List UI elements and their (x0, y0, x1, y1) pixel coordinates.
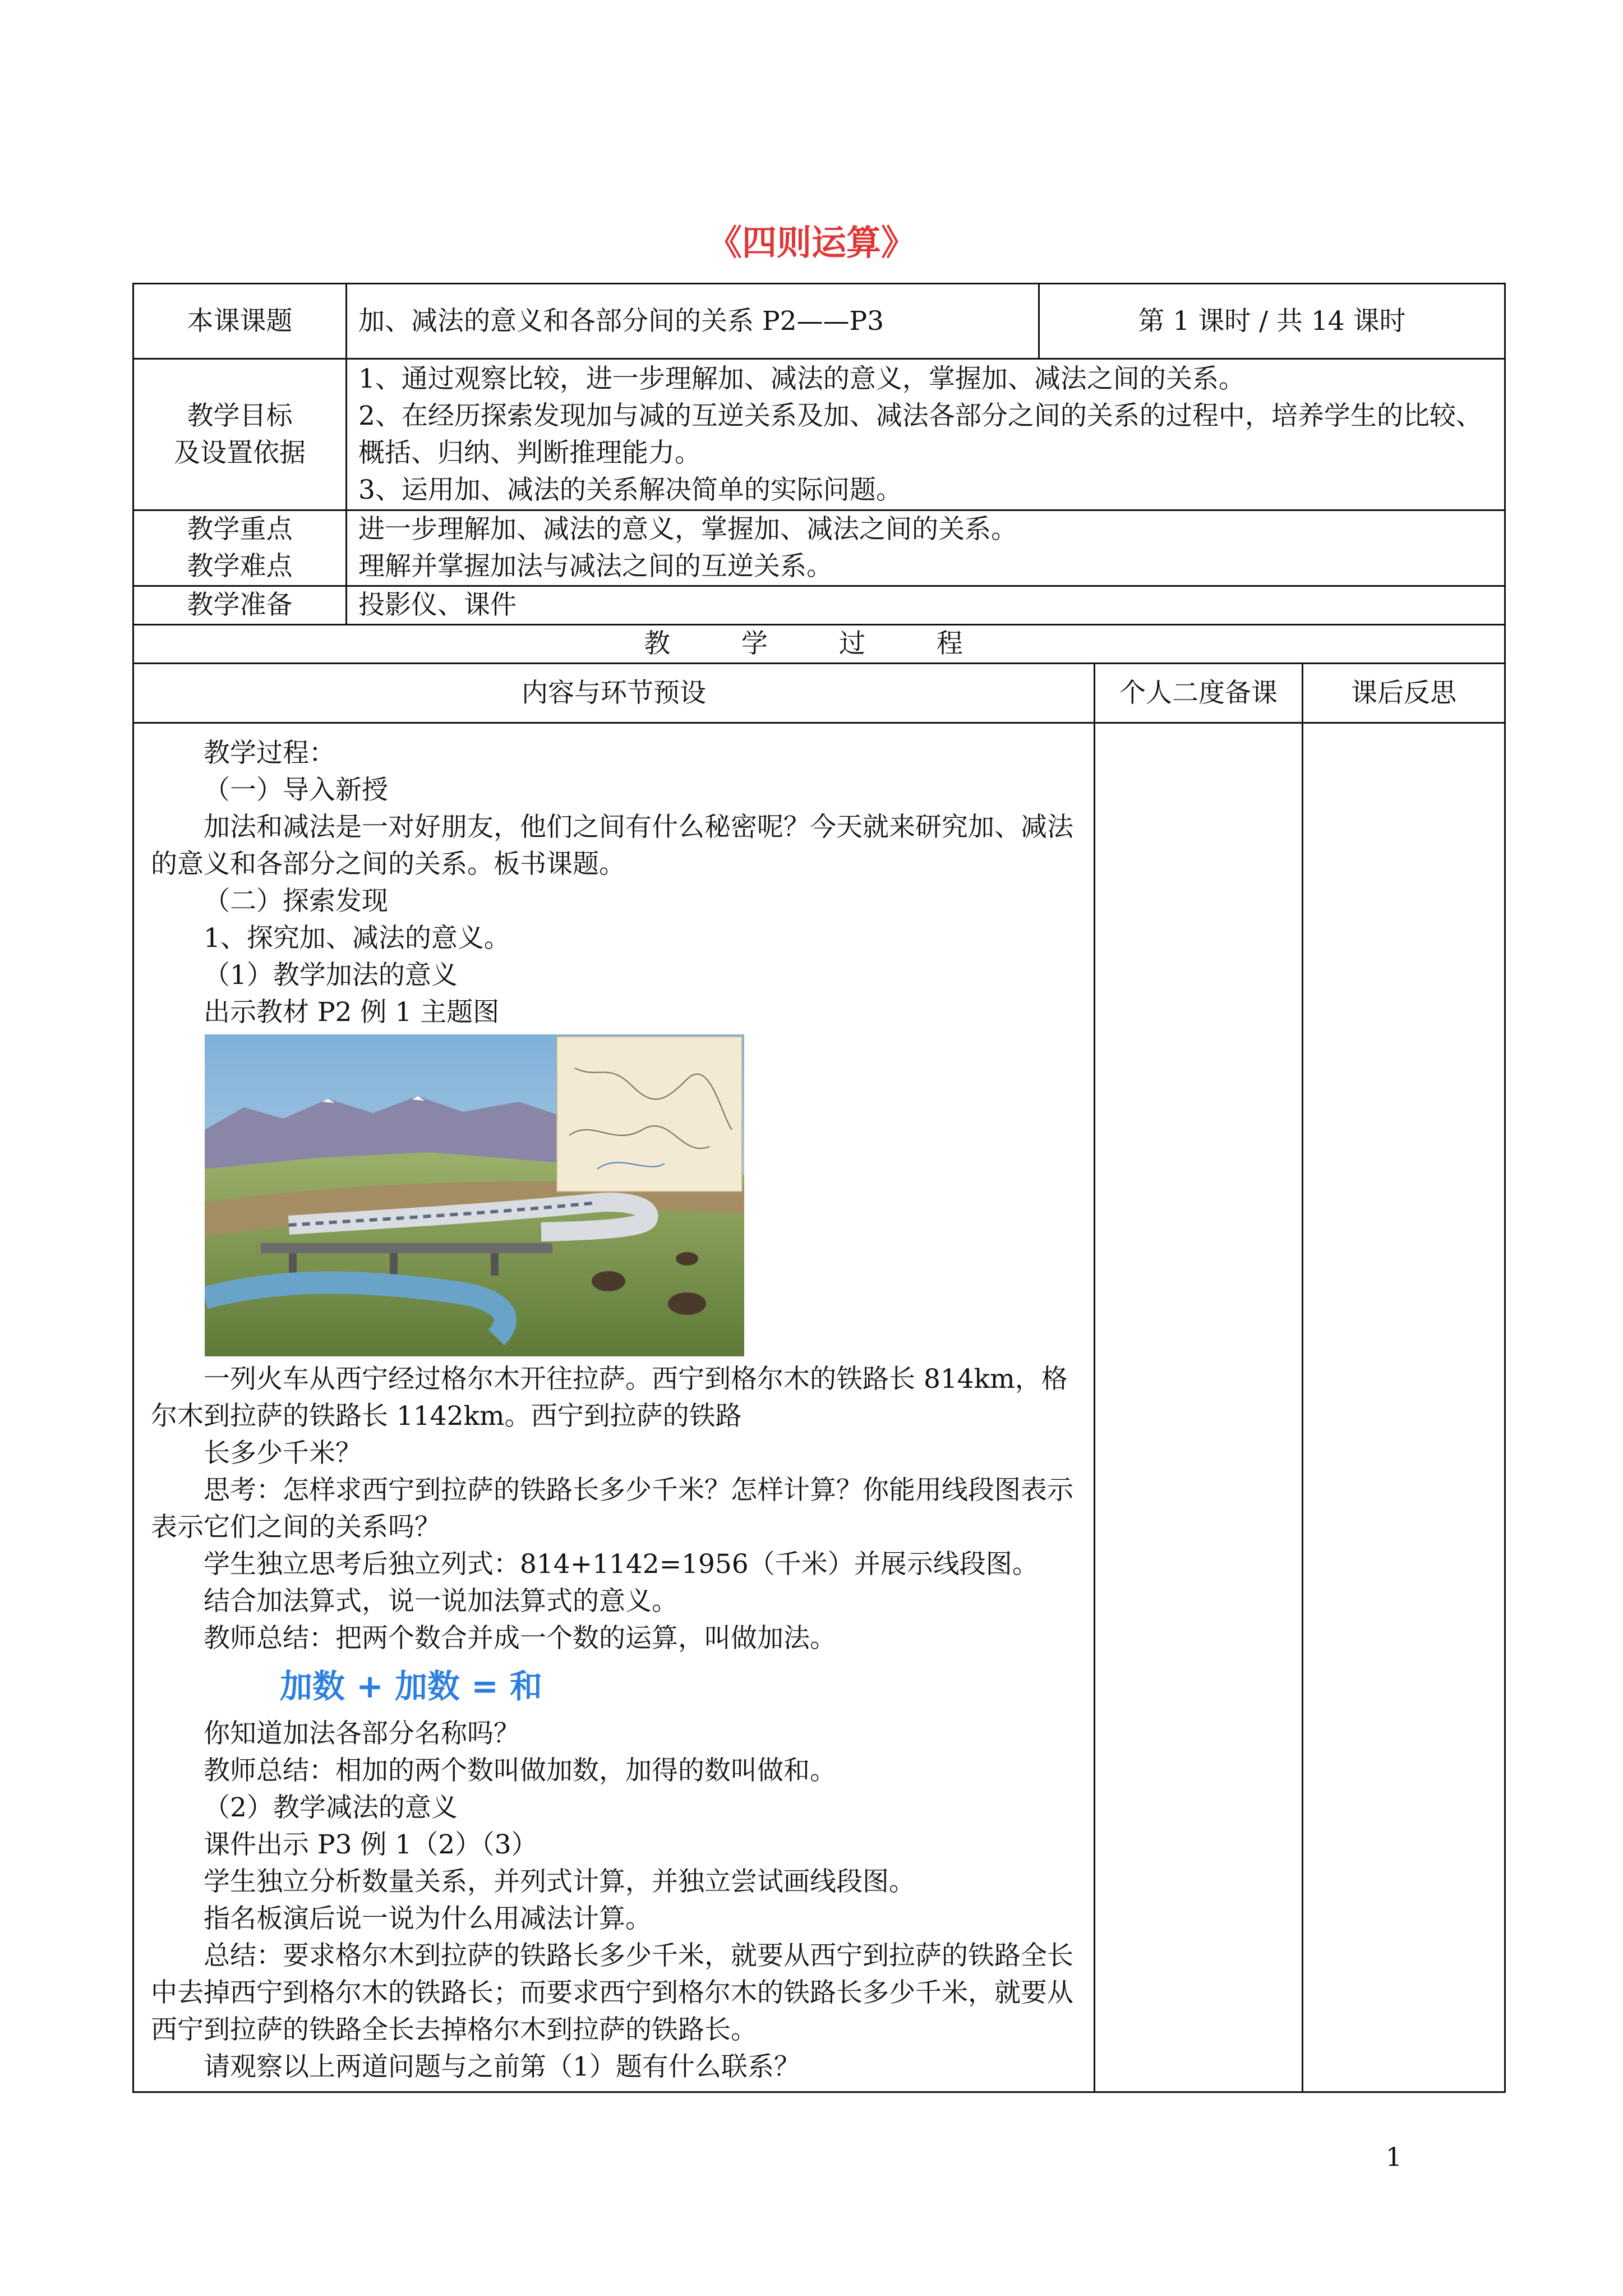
column-reflection-header: 课后反思 (1303, 664, 1505, 723)
yak (676, 1252, 698, 1266)
difficult-point-text: 理解并掌握加法与减法之间的互逆关系。 (358, 551, 833, 582)
paragraph: 学生独立思考后独立列式：814+1142=1956（千米）并展示线段图。 (204, 1549, 1039, 1580)
paragraph: （一）导入新授 (204, 775, 388, 806)
paragraph: 1、探究加、减法的意义。 (204, 923, 510, 954)
key-points-row (133, 510, 1505, 586)
paragraph: 结合加法算式，说一说加法算式的意义。 (204, 1586, 678, 1617)
topic-label: 本课课题 (133, 284, 347, 359)
goals-label (133, 359, 347, 510)
bridge-pier (289, 1253, 297, 1276)
process-header: 教 学 过 程 (133, 625, 1505, 664)
column-personal-header: 个人二度备课 (1095, 664, 1303, 723)
train-illustration (205, 1034, 744, 1356)
reflection-cell (1303, 723, 1505, 2092)
personal-notes-cell (1095, 723, 1303, 2092)
process-content (133, 723, 1095, 2092)
key-point-text: 进一步理解加、减法的意义，掌握加、减法之间的关系。 (358, 514, 1017, 545)
paragraph: （二）探索发现 (204, 886, 388, 917)
paragraph: 总结：要求格尔木到拉萨的铁路长多少千米，就要从西宁到拉萨的铁路全长中去掉西宁到格尔木的铁路长；而要求西宁到格尔木的铁路长多少千米，就要从西宁到拉萨的铁路全长去掉格尔木到拉萨的铁路长。 (151, 1940, 1073, 2045)
page-number: 1 (1385, 2142, 1402, 2172)
paragraph: 学生独立分析数量关系，并列式计算，并独立尝试画线段图。 (204, 1866, 915, 1897)
goals-label-line1: 教学目标 (187, 400, 293, 431)
process-header-row (133, 625, 1505, 664)
goal-item: 2、在经历探索发现加与减的互逆关系及加、减法各部分之间的关系的过程中，培养学生的比较、概括、归纳、判断推理能力。 (358, 400, 1482, 468)
goal-item: 3、运用加、减法的关系解决简单的实际问题。 (358, 474, 902, 505)
paragraph: 你知道加法各部分名称吗？ (204, 1718, 520, 1749)
map-inset (557, 1037, 742, 1191)
paragraph: （1）教学加法的意义 (204, 960, 458, 991)
paragraph: 长多少千米？ (204, 1438, 362, 1469)
bridge-deck (261, 1243, 552, 1253)
goals-row (133, 359, 1505, 510)
paragraph: 指名板演后说一说为什么用减法计算。 (204, 1903, 652, 1934)
preparation-row (133, 586, 1505, 625)
topic-row (133, 284, 1505, 359)
paragraph: 教师总结：相加的两个数叫做加数，加得的数叫做和。 (204, 1755, 836, 1786)
paragraph: 加法和减法是一对好朋友，他们之间有什么秘密呢？今天就来研究加、减法的意义和各部分之间的关系。板书课题。 (151, 812, 1073, 880)
addition-formula: 加数 + 加数 = 和 (280, 1667, 542, 1705)
goals-label-line2: 及设置依据 (174, 437, 306, 468)
column-content-header: 内容与环节预设 (133, 664, 1095, 723)
process-row (133, 723, 1505, 2092)
lesson-plan-table (132, 283, 1506, 2093)
paragraph: 请观察以上两道问题与之前第（1）题有什么联系？ (204, 2051, 800, 2082)
goals-content (347, 359, 1505, 510)
columns-row (133, 664, 1505, 723)
paragraph: 出示教材 P2 例 1 主题图 (204, 997, 500, 1028)
key-points-label (133, 510, 347, 586)
yak (668, 1292, 706, 1315)
topic-value: 加、减法的意义和各部分间的关系 P2——P3 (347, 284, 1039, 359)
yak (592, 1271, 625, 1291)
paragraph: （2）教学减法的意义 (204, 1792, 458, 1823)
bridge-pier (491, 1253, 499, 1276)
paragraph: 一列火车从西宁经过格尔木开往拉萨。西宁到格尔木的铁路长 814km，格尔木到拉萨的铁路长 1142km。西宁到拉萨的铁路 (151, 1364, 1068, 1432)
paragraph: 思考：怎样求西宁到拉萨的铁路长多少千米？怎样计算？你能用线段图表示表示它们之间的关系吗？ (151, 1475, 1073, 1543)
goal-item: 1、通过观察比较，进一步理解加、减法的意义，掌握加、减法之间的关系。 (358, 363, 1245, 394)
key-points-content (347, 510, 1505, 586)
lesson-count: 第 1 课时 / 共 14 课时 (1039, 284, 1505, 359)
key-label: 教学重点 (187, 514, 293, 545)
bridge-pier (390, 1253, 398, 1276)
preparation-value: 投影仪、课件 (347, 586, 1505, 625)
paragraph: 课件出示 P3 例 1（2）（3） (204, 1829, 538, 1860)
preparation-label: 教学准备 (133, 586, 347, 625)
paragraph: 教学过程： (204, 738, 335, 769)
page-title: 《四则运算》 (707, 222, 916, 263)
difficult-label: 教学难点 (187, 551, 293, 582)
paragraph: 教师总结：把两个数合并成一个数的运算，叫做加法。 (204, 1623, 836, 1654)
